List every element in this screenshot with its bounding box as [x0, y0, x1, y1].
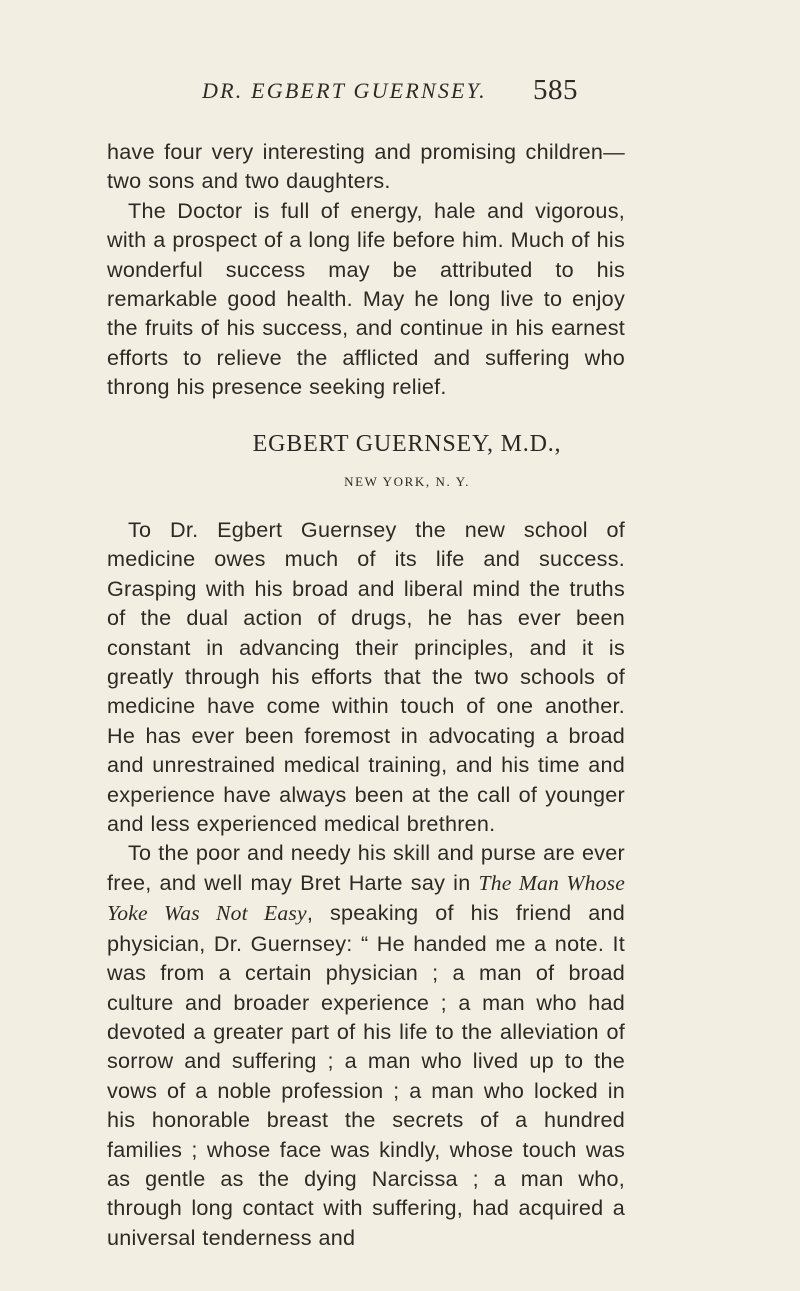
page-number: 585	[533, 74, 578, 106]
paragraph-bret-harte	[107, 838, 625, 1252]
book-title: The Man Whose Yoke Was Not Easy	[107, 870, 625, 926]
paragraph-quote-text: , speaking of his friend and physician, Dr. Guernsey: “ He handed me a note. It was from a certain physician ; a man of broad culture and broader experience ; a man who had devoted a greater part of his life to the alleviation of sorrow and suffering ; a man who lived up to the vows of a noble profession ; a man who locked in his honorable breast the secrets of a hundred families ; whose face was kindly, whose touch was as gentle as the dying Narcissa ; a man who, through long contact with suffering, had acquired a universal tenderness and	[107, 900, 626, 1250]
paragraph-continuation: have four very interesting and promising children—two sons and two daughters.	[107, 139, 625, 194]
running-title: DR. EGBERT GUERNSEY.	[202, 78, 487, 103]
running-head	[0, 74, 800, 114]
text-block-main	[107, 515, 625, 1252]
paragraph-doctor-health: The Doctor is full of energy, hale and vigorous, with a prospect of a long life before him. Much of his wonderful success may be attributed to his remarkable good health. May he long live to enjoy the fruits of his success, and continue in his earnest efforts to relieve the afflicted and suffering who throng his presence seeking relief.	[107, 197, 625, 400]
section-heading-location: NEW YORK, N. Y.	[344, 474, 470, 489]
paragraph-lead-text: To the poor and needy his skill and purse are ever free, and well may Bret Harte say in	[107, 840, 625, 895]
paragraph-new-school: To Dr. Egbert Guernsey the new school of medicine owes much of its life and success. Grasping with his broad and liberal mind the truths of the dual action of drugs, he has ever been constant in advancing their principles, and it is greatly through his efforts that the two schools of medicine have come within touch of one another. He has ever been foremost in advocating a broad and unrestrained medical training, and his time and experience have always been at the call of younger and less experienced medical brethren.	[107, 517, 625, 837]
section-heading-name: EGBERT GUERNSEY, M.D.,	[252, 431, 562, 457]
text-block-top	[107, 137, 625, 402]
